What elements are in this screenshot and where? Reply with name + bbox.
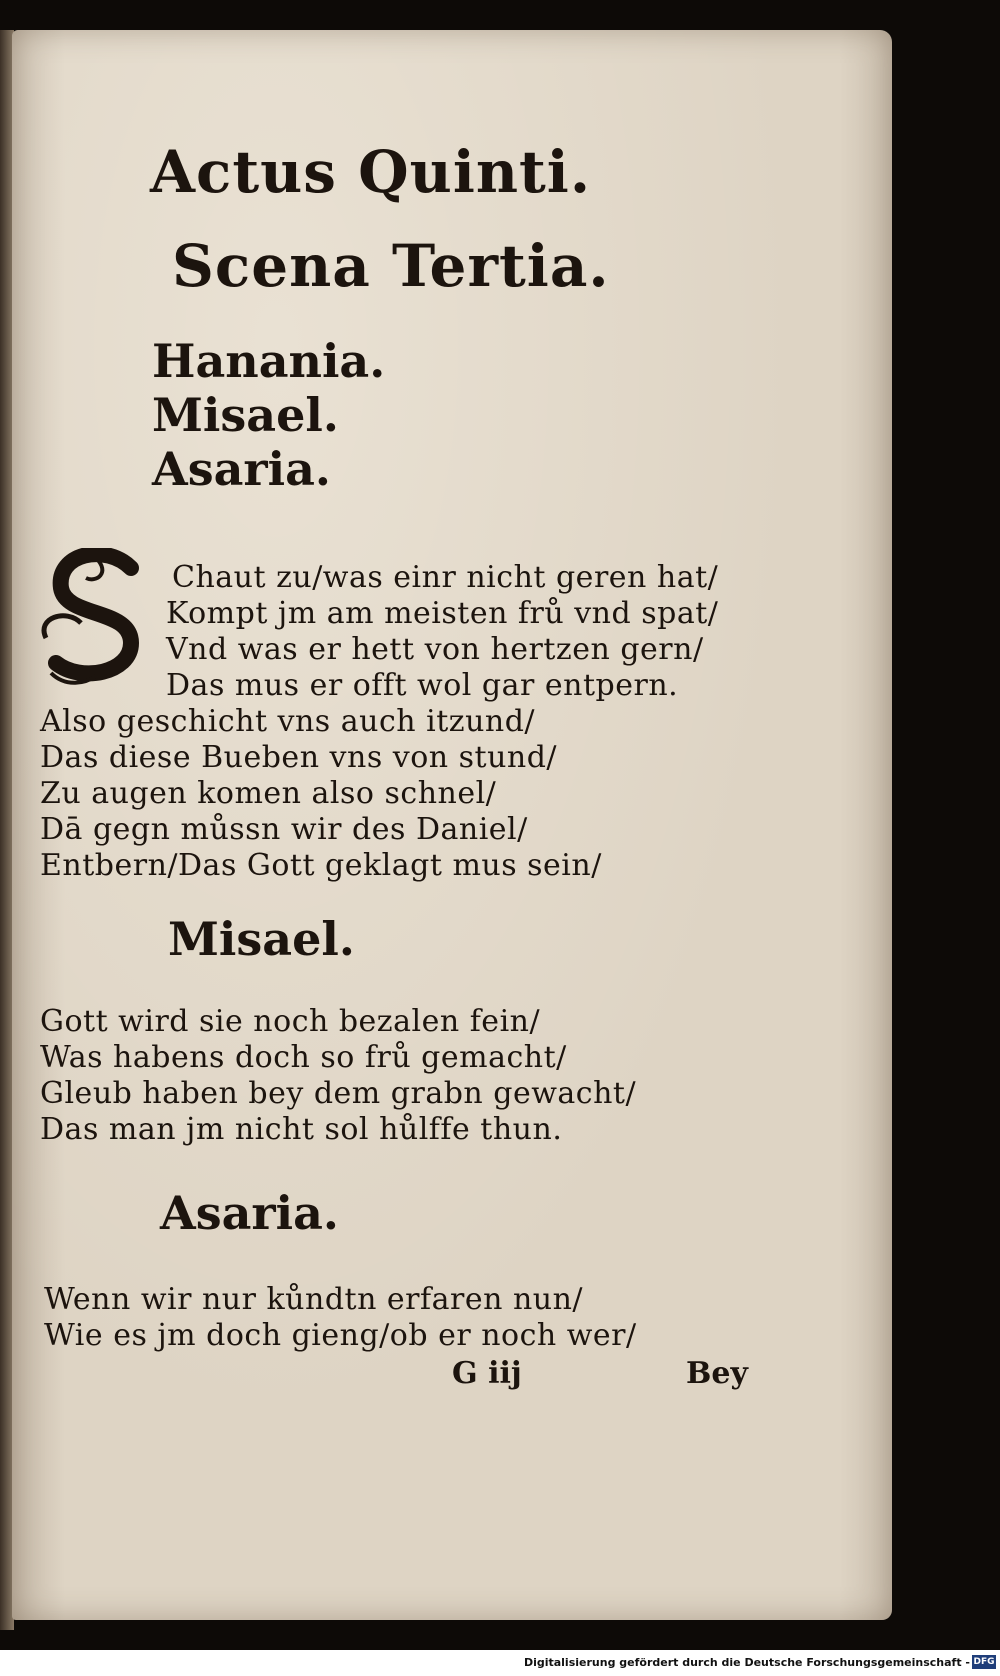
verse-line: Wenn wir nur kůndtn erfaren nun/ bbox=[44, 1282, 584, 1317]
speaker-name: Asaria. bbox=[160, 1186, 339, 1240]
act-title: Actus Quinti. bbox=[150, 138, 592, 206]
verse-line: Entbern/Das Gott geklagt mus sein/ bbox=[40, 848, 602, 883]
verse-line: Das mus er offt wol gar entpern. bbox=[166, 668, 679, 703]
footer-bar bbox=[0, 1650, 1000, 1676]
verse-line: Gleub haben bey dem grabn gewacht/ bbox=[40, 1076, 637, 1111]
verse-line: Zu augen komen also schnel/ bbox=[40, 776, 497, 811]
verse-line: Was habens doch so frů gemacht/ bbox=[40, 1040, 567, 1075]
drop-cap-ornament bbox=[36, 548, 156, 688]
verse-line: Also geschicht vns auch itzund/ bbox=[40, 704, 536, 739]
speaker-list-item: Hanania. bbox=[152, 334, 386, 388]
speaker-name: Misael. bbox=[168, 912, 355, 966]
verse-line: Gott wird sie noch bezalen fein/ bbox=[40, 1004, 541, 1039]
digitization-credit: Digitalisierung gefördert durch die Deutsche Forschungsgemeinschaft - bbox=[523, 1656, 970, 1669]
catchword: Bey bbox=[686, 1356, 748, 1391]
verse-line: Chaut zu/was einr nicht geren hat/ bbox=[172, 560, 719, 595]
verse-line: Vnd was er hett von hertzen gern/ bbox=[166, 632, 704, 667]
scene-title: Scena Tertia. bbox=[172, 232, 610, 300]
verse-line: Dā gegn můssn wir des Daniel/ bbox=[40, 812, 528, 847]
verse-line: Wie es jm doch gieng/ob er noch wer/ bbox=[44, 1318, 637, 1353]
verse-line: Das diese Bueben vns von stund/ bbox=[40, 740, 558, 775]
dfg-logo: DFG bbox=[973, 1657, 995, 1667]
signature-mark: G iij bbox=[452, 1356, 522, 1391]
verse-line: Das man jm nicht sol hůlffe thun. bbox=[40, 1112, 563, 1147]
speaker-list-item: Asaria. bbox=[152, 442, 331, 496]
speaker-list-item: Misael. bbox=[152, 388, 339, 442]
verse-line: Kompt jm am meisten frů vnd spat/ bbox=[166, 596, 719, 631]
